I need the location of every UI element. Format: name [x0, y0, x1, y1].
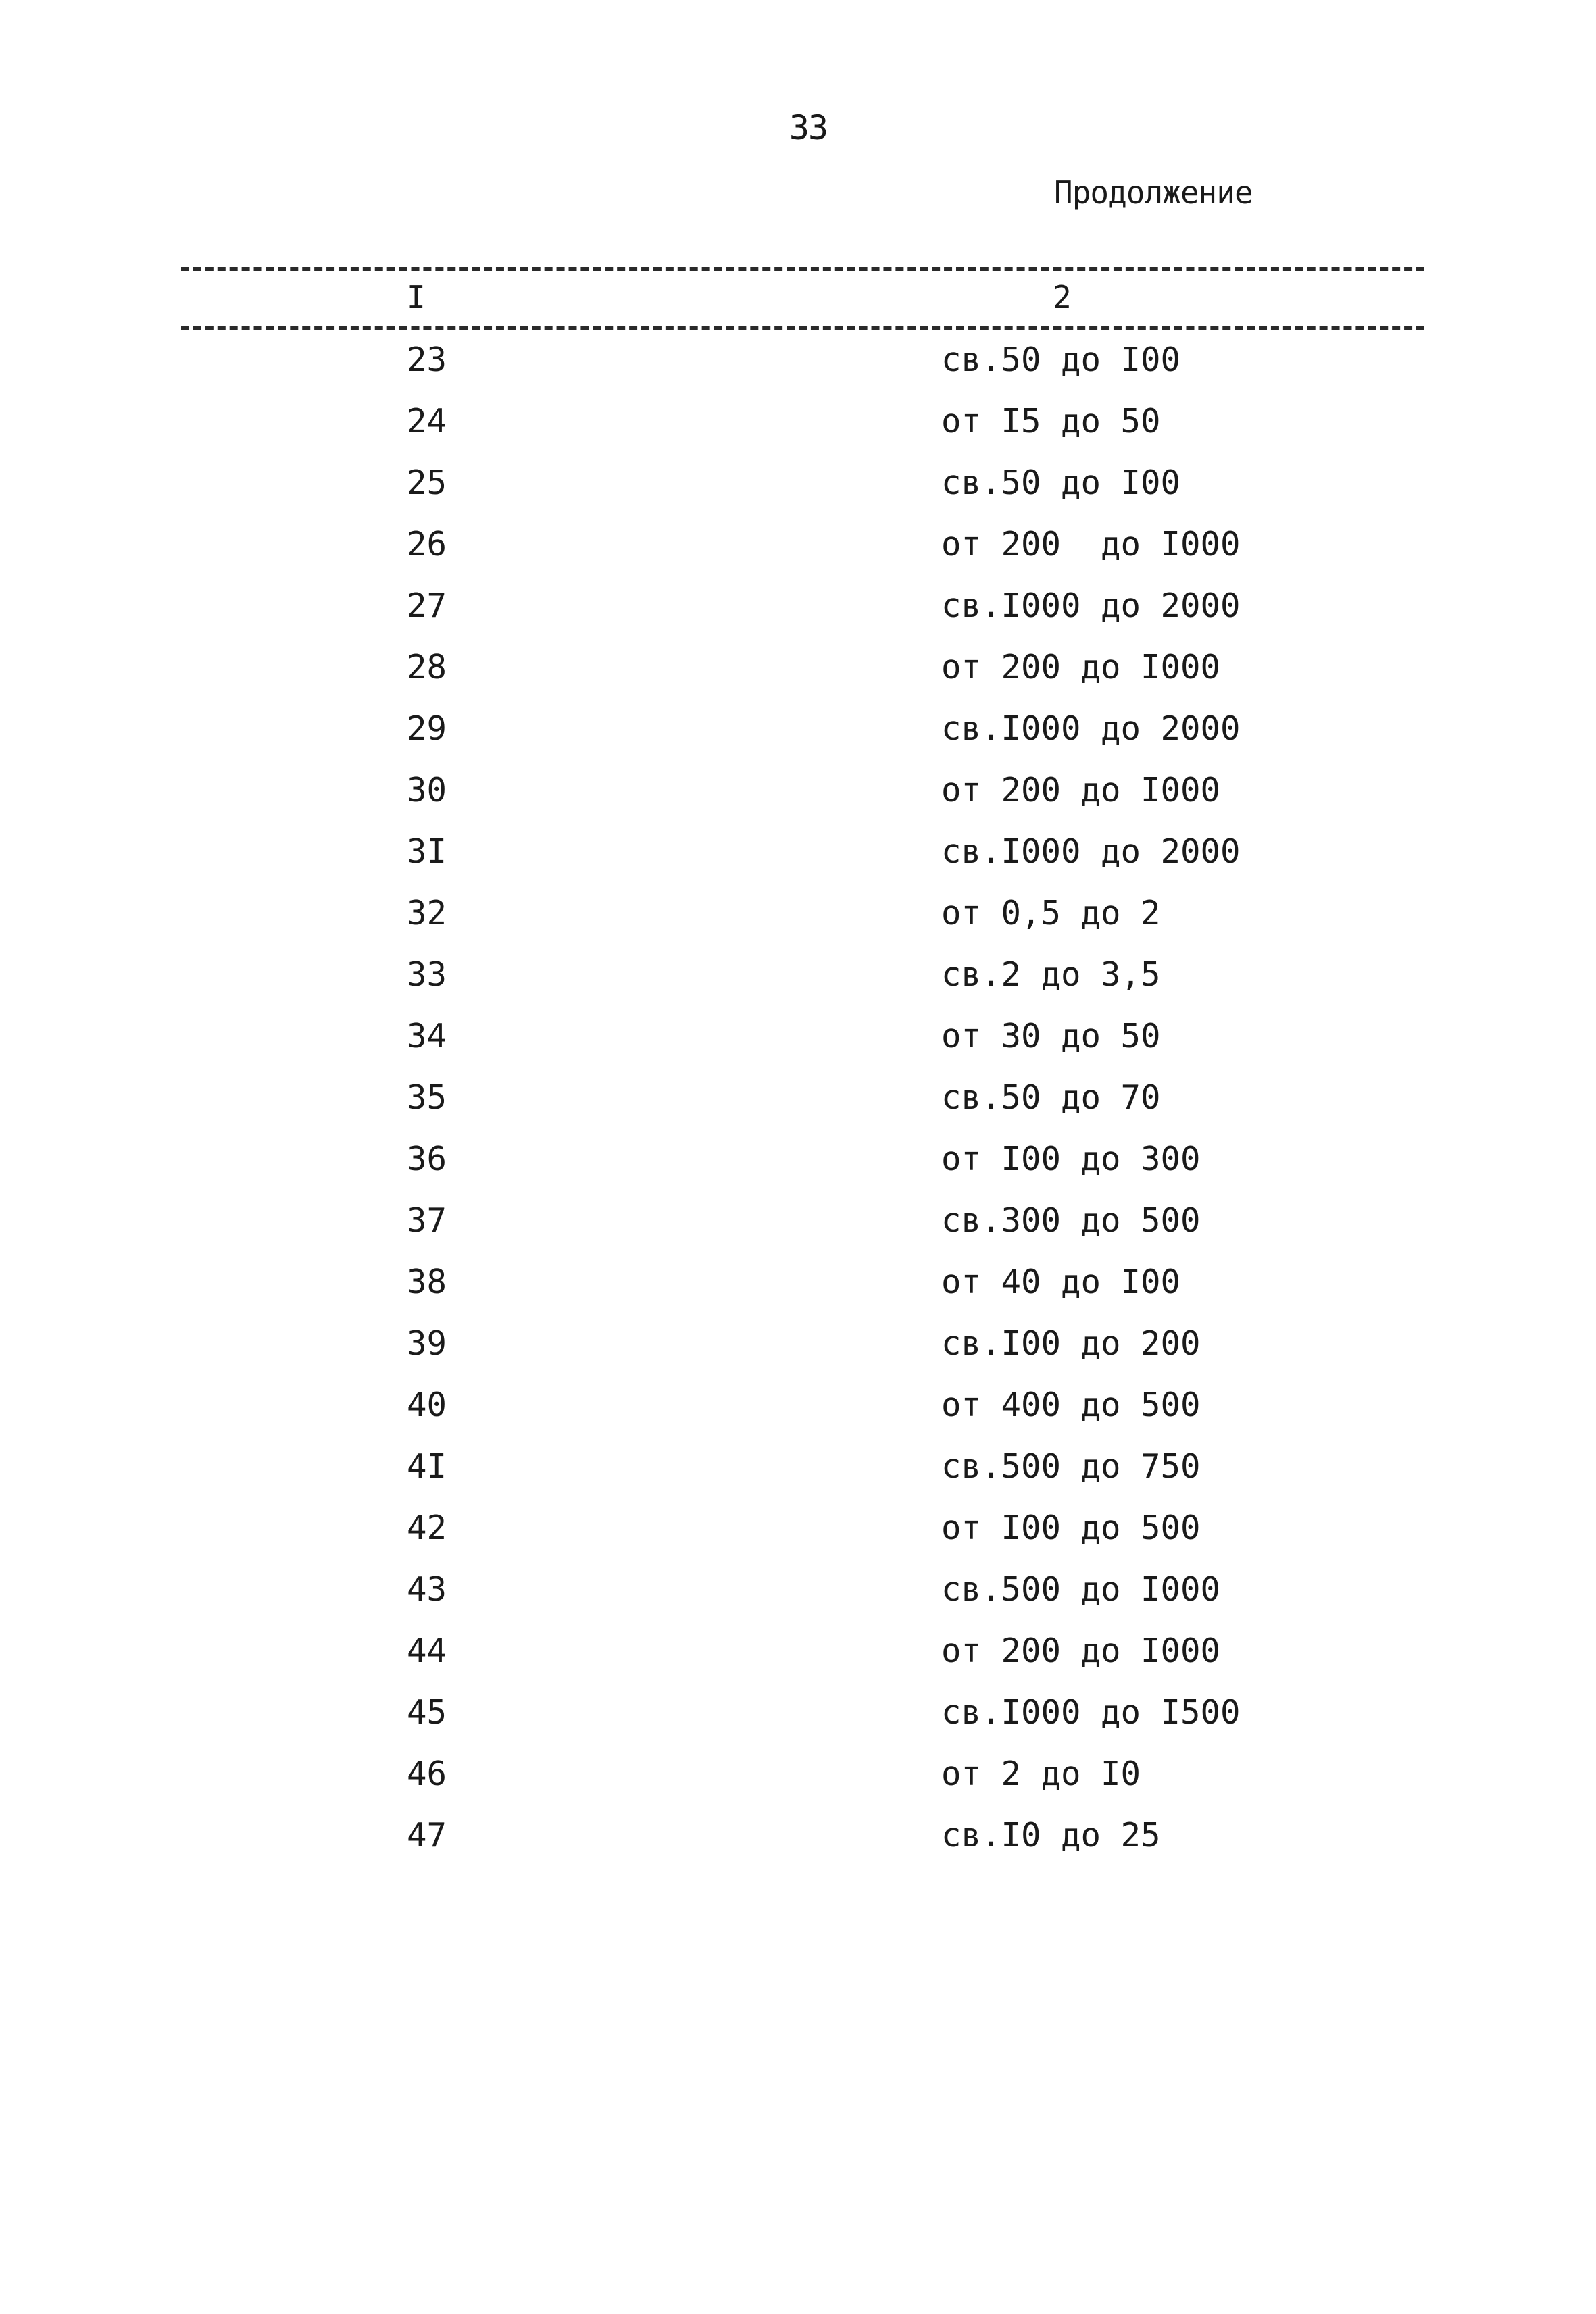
column-header-2: 2 — [1053, 279, 1072, 316]
row-range: св.I000 до 2000 — [941, 709, 1241, 748]
table-row — [0, 524, 1596, 586]
row-number: 3I — [407, 832, 447, 871]
row-number: 27 — [407, 586, 447, 625]
table-row — [0, 1447, 1596, 1508]
row-range: от I00 до 500 — [941, 1509, 1201, 1547]
table-row — [0, 1508, 1596, 1569]
table-body — [0, 340, 1596, 1877]
row-number: 42 — [407, 1509, 447, 1547]
row-range: от 200 до I000 — [941, 1632, 1221, 1670]
table-row — [0, 1569, 1596, 1631]
row-number: 4I — [407, 1447, 447, 1486]
row-number: 29 — [407, 709, 447, 748]
continuation-label: Продолжение — [1054, 174, 1253, 211]
table-row — [0, 832, 1596, 893]
table-row — [0, 1631, 1596, 1692]
row-number: 46 — [407, 1755, 447, 1793]
table-header-rule — [181, 326, 1424, 330]
table-row — [0, 1201, 1596, 1262]
page-number: 33 — [789, 108, 828, 147]
row-number: 38 — [407, 1263, 447, 1301]
table-row — [0, 586, 1596, 647]
row-range: от 200 до I000 — [941, 771, 1221, 809]
column-header-1: I — [407, 279, 426, 316]
row-number: 33 — [407, 955, 447, 994]
table-row — [0, 340, 1596, 401]
row-range: св.500 до 750 — [941, 1447, 1201, 1486]
table-row — [0, 1385, 1596, 1447]
row-range: св.I000 до 2000 — [941, 832, 1241, 871]
row-range: св.I0 до 25 — [941, 1816, 1161, 1855]
table-row — [0, 893, 1596, 955]
row-range: св.300 до 500 — [941, 1201, 1201, 1240]
table-row — [0, 1692, 1596, 1754]
row-range: св.I00 до 200 — [941, 1324, 1201, 1363]
row-number: 28 — [407, 648, 447, 686]
row-range: св.50 до I00 — [941, 341, 1181, 379]
row-number: 44 — [407, 1632, 447, 1670]
row-range: св.I000 до I500 — [941, 1693, 1241, 1732]
row-range: св.50 до 70 — [941, 1078, 1161, 1117]
table-row — [0, 955, 1596, 1016]
row-number: 47 — [407, 1816, 447, 1855]
row-range: св.I000 до 2000 — [941, 586, 1241, 625]
row-range: от 0,5 до 2 — [941, 894, 1161, 932]
table-row — [0, 1815, 1596, 1877]
table-top-rule — [181, 267, 1424, 271]
row-range: от 30 до 50 — [941, 1017, 1161, 1055]
row-range: от I5 до 50 — [941, 402, 1161, 441]
row-number: 37 — [407, 1201, 447, 1240]
table-row — [0, 709, 1596, 770]
row-number: 32 — [407, 894, 447, 932]
table-row — [0, 463, 1596, 524]
row-range: св.500 до I000 — [941, 1570, 1221, 1609]
table-row — [0, 1754, 1596, 1815]
row-number: 35 — [407, 1078, 447, 1117]
row-range: от 400 до 500 — [941, 1386, 1201, 1424]
row-range: от 200 до I000 — [941, 648, 1221, 686]
table-row — [0, 1016, 1596, 1078]
row-number: 30 — [407, 771, 447, 809]
row-range: от 2 до I0 — [941, 1755, 1141, 1793]
row-range: св.2 до 3,5 — [941, 955, 1161, 994]
row-number: 23 — [407, 341, 447, 379]
row-number: 24 — [407, 402, 447, 441]
table-row — [0, 401, 1596, 463]
row-number: 45 — [407, 1693, 447, 1732]
table-row — [0, 1139, 1596, 1201]
row-range: от 40 до I00 — [941, 1263, 1181, 1301]
row-range: от I00 до 300 — [941, 1140, 1201, 1178]
row-range: от 200 до I000 — [941, 525, 1241, 563]
table-row — [0, 1078, 1596, 1139]
row-number: 39 — [407, 1324, 447, 1363]
row-number: 36 — [407, 1140, 447, 1178]
row-range: св.50 до I00 — [941, 463, 1181, 502]
row-number: 34 — [407, 1017, 447, 1055]
table-row — [0, 1262, 1596, 1324]
table-row — [0, 647, 1596, 709]
row-number: 25 — [407, 463, 447, 502]
table-row — [0, 770, 1596, 832]
row-number: 43 — [407, 1570, 447, 1609]
table-row — [0, 1324, 1596, 1385]
row-number: 40 — [407, 1386, 447, 1424]
row-number: 26 — [407, 525, 447, 563]
